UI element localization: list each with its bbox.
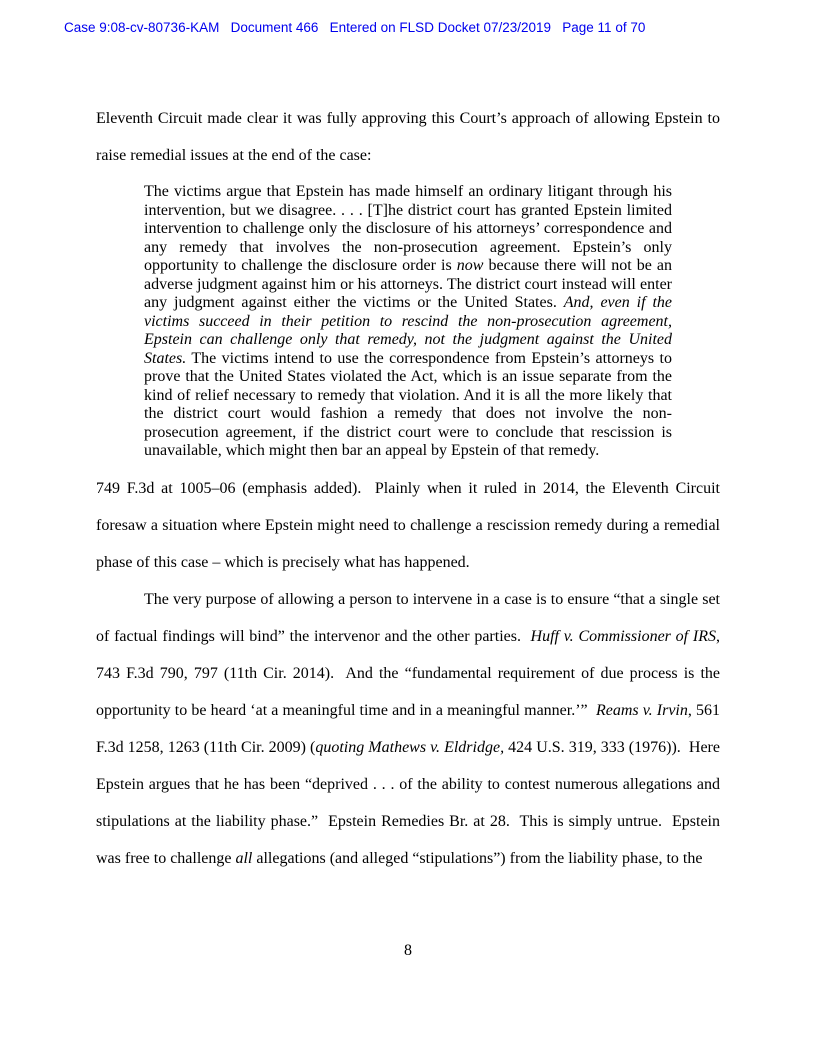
text-run: The victims intend to use the correspondence from Epstein’s attorneys to prove that the United States violated the Act, which is an issue separate from the kind of relief necessary to remedy that violation. And it is all the more likely that the district court would fashion a remedy that does not involve the non-prosecution agreement, if the district court were to conclude that rescission is unavailable, which might then bar an appeal by Epstein of that remedy.: [144, 349, 676, 459]
text-run: , 743 F.3d 790, 797 (11th Cir. 2014). And the “fundamental requirement of due process is the opportunity to be heard ‘at a meaningful time and in a meaningful manner.’”: [96, 627, 724, 719]
document-body: [96, 100, 725, 877]
text-run-italic: Huff v. Commissioner of IRS: [530, 627, 716, 645]
text-run: allegations (and alleged “stipulations”) from the liability phase, to the: [252, 849, 703, 867]
paragraph-intro: [96, 100, 724, 174]
text-run: 749 F.3d at 1005–06 (emphasis added). Plainly when it ruled in 2014, the Eleventh Circuit foresaw a situation where Epstein might need to challenge a rescission remedy during a remedial phase of this case – which is precisely what has happened.: [96, 479, 724, 571]
paragraph-citation: [96, 470, 724, 581]
text-run-italic: now: [456, 257, 484, 274]
text-run-italic: all: [235, 849, 253, 867]
text-run-italic: Reams v. Irvin: [595, 701, 688, 719]
text-run: 424 U.S. 319, 333 (1976)). Here Epstein argues that he has been “deprived . . . of the ability to contest numerous allegations and stipulations at the liability phase.” Epstein Remedies Br. at 28. This is simply untrue. Epstein was free to challenge: [96, 738, 724, 867]
paragraph-intervention-purpose: [96, 581, 725, 877]
text-run: because there will not be an adverse judgment against him or his attorneys. The district court instead will enter any judgment against either the victims or the United States.: [144, 257, 676, 311]
page-number: 8: [404, 942, 412, 959]
text-run-italic: And, even if the victims succeed in their petition to rescind the non-prosecution agreement, Epstein can challenge only that remedy, not the judgment against the United States.: [144, 294, 677, 367]
text-run: The victims argue that Epstein has made himself an ordinary litigant through his intervention, but we disagree. . . . [T]he district court has granted Epstein limited intervention to challenge only the disclosure of his attorneys’ correspondence and any remedy that involves the non-prosecution agreement. Epstein’s only opportunity to challenge the disclosure order is: [144, 183, 676, 274]
case-header-stamp: Case 9:08-cv-80736-KAM Document 466 Entered on FLSD Docket 07/23/2019 Page 11 of 70: [64, 20, 646, 35]
block-quote-eleventh-circuit: [144, 183, 677, 461]
text-run-italic: quoting Mathews v. Eldridge,: [315, 738, 505, 756]
text-run: The very purpose of allowing a person to intervene in a case is to ensure “that a single set of factual findings will bind” the intervenor and the other parties.: [96, 590, 724, 645]
text-run: Eleventh Circuit made clear it was fully approving this Court’s approach of allowing Epstein to raise remedial issues at the end of the case:: [96, 110, 724, 164]
text-run: , 561 F.3d 1258, 1263 (11th Cir. 2009) (: [96, 701, 725, 756]
